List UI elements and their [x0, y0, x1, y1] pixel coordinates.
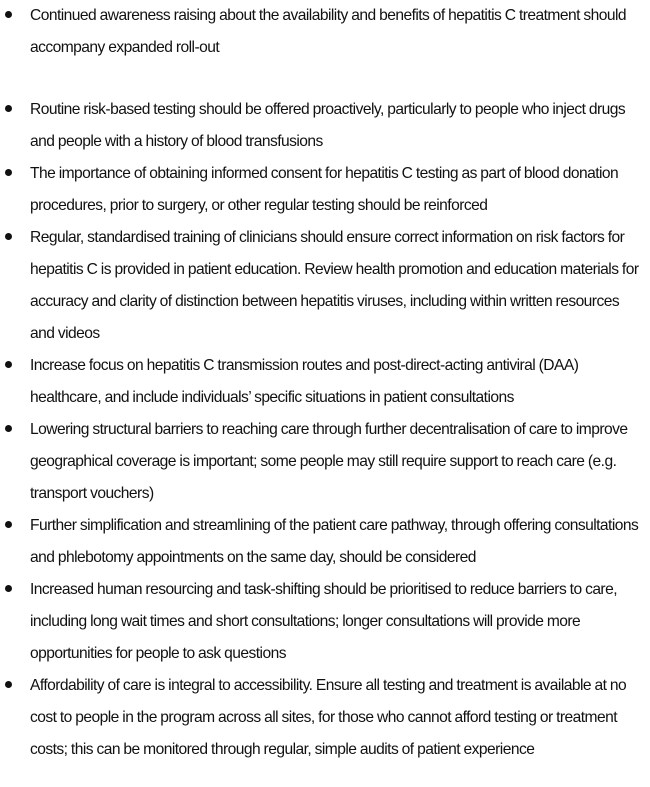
list-item — [0, 158, 650, 222]
list-item — [0, 414, 650, 510]
list-item — [0, 350, 650, 414]
list-item-text: Increased human resourcing and task-shifting should be prioritised to reduce barriers to care, including long wait times and short consultations; longer consultations will provide more opportunities for people to ask questions — [30, 581, 617, 662]
bullet-icon — [5, 233, 12, 240]
list-item — [0, 510, 650, 574]
list-item-text: Routine risk-based testing should be offered proactively, particularly to people who inject drugs and people with a history of blood transfusions — [30, 101, 626, 150]
list-item-text: Continued awareness raising about the availability and benefits of hepatitis C treatment should accompany expanded roll-out — [30, 7, 627, 56]
list-item-text: Lowering structural barriers to reaching care through further decentralisation of care to improve geographical coverage is important; some people may still require support to reach care (e.g. transport vouchers) — [30, 421, 628, 502]
bullet-icon — [5, 425, 12, 432]
bullet-icon — [5, 585, 12, 592]
list-item-text: The importance of obtaining informed consent for hepatitis C testing as part of blood donation procedures, prior to surgery, or other regular testing should be reinforced — [30, 165, 619, 214]
list-item-text: Increase focus on hepatitis C transmission routes and post-direct-acting antiviral (DAA) healthcare, and include individuals’ specific situations in patient consultations — [30, 357, 579, 406]
list-item-text: Affordability of care is integral to accessibility. Ensure all testing and treatment is available at no cost to people in the program across all sites, for those who cannot afford testing or treatment costs; this can be monitored through regular, simple audits of patient experience — [30, 677, 627, 758]
bullet-icon — [5, 169, 12, 176]
list-item — [0, 0, 650, 64]
list-item — [0, 670, 650, 766]
bullet-icon — [5, 361, 12, 368]
list-item — [0, 94, 650, 158]
list-item — [0, 222, 650, 350]
list-item-text: Further simplification and streamlining of the patient care pathway, through offering consultations and phlebotomy appointments on the same day, should be considered — [30, 517, 639, 566]
bullet-icon — [5, 681, 12, 688]
list-item — [0, 574, 650, 670]
list-item-text: Regular, standardised training of clinicians should ensure correct information on risk factors for hepatitis C is provided in patient education. Review health promotion and education materials for accuracy and clarity of distinction between hepatitis viruses, including within written resources and videos — [30, 229, 639, 342]
bullet-icon — [5, 105, 12, 112]
bullet-icon — [5, 11, 12, 18]
bullet-icon — [5, 521, 12, 528]
